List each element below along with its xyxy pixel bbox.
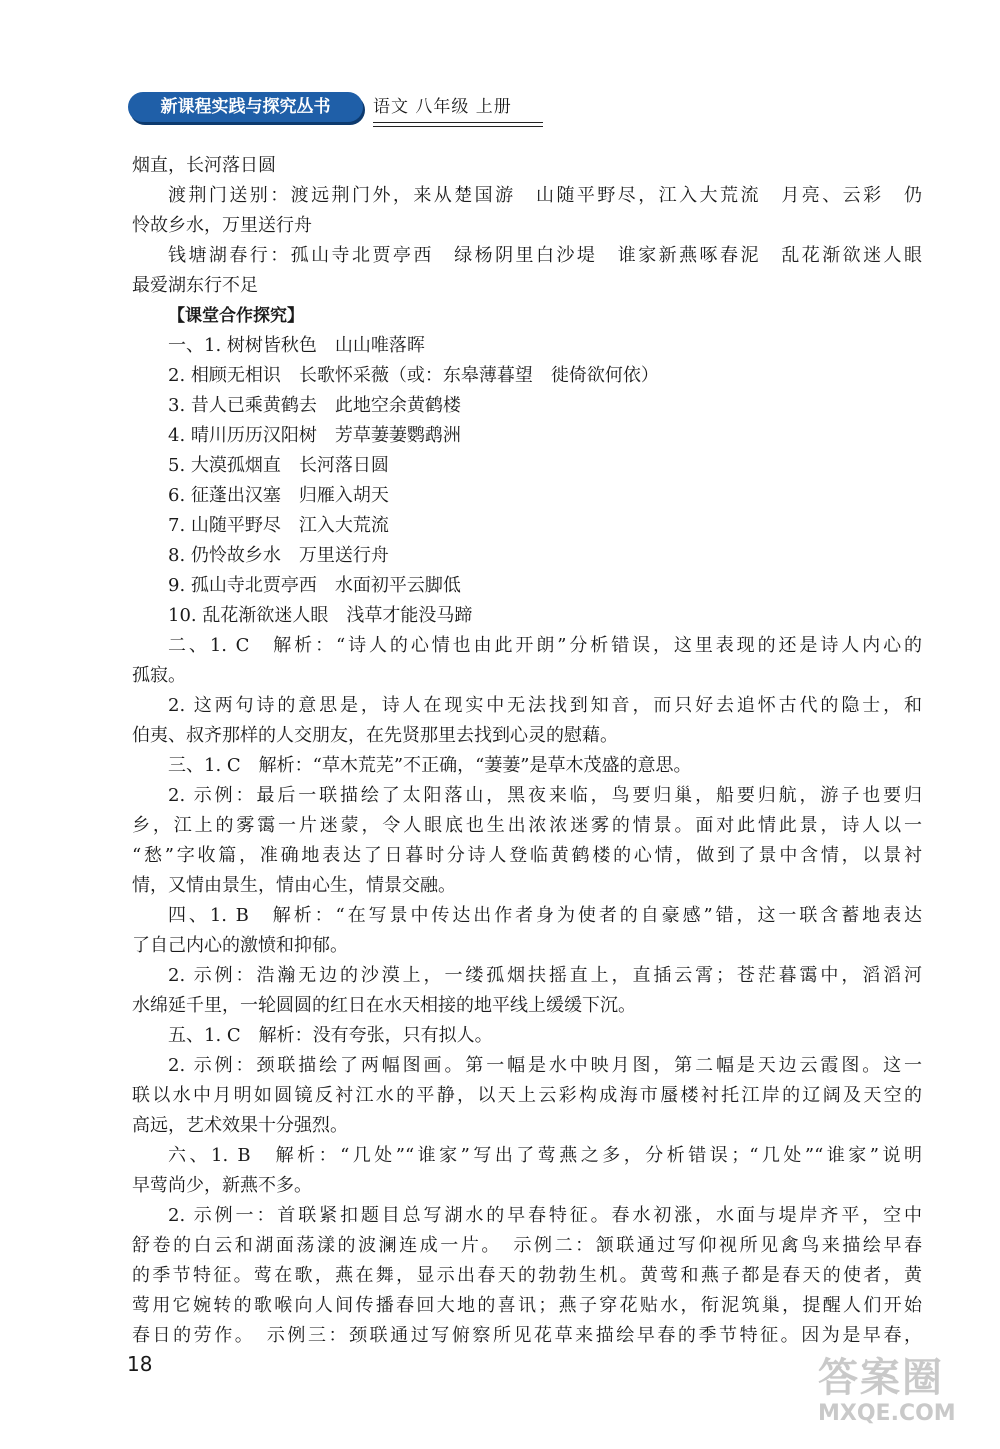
text-line: 六、1. B 解析：“几处”“谁家”写出了莺燕之多，分析错误；“几处”“谁家”说明 — [168, 1145, 922, 1166]
subject-label: 语文 八年级 上册 — [373, 97, 512, 117]
text-line: 烟直，长河落日圆 — [132, 155, 276, 176]
text-line: 四、1. B 解析：“在写景中传达出作者身为使者的自豪感”错，这一联含蓄地表达 — [168, 905, 922, 926]
text-line: 6. 征蓬出汉塞 归雁入胡天 — [168, 485, 389, 506]
page-number: 18 — [127, 1352, 153, 1376]
text-line: 水绵延千里，一轮圆圆的红日在水天相接的地平线上缓缓下沉。 — [132, 995, 636, 1016]
text-line: 莺用它婉转的歌喉向人间传播春回大地的喜讯；燕子穿花贴水，衔泥筑巢，提醒人们开始 — [132, 1295, 922, 1316]
text-line: 舒卷的白云和湖面荡漾的波澜连成一片。 示例二：颔联通过写仰视所见禽鸟来描绘早春 — [132, 1235, 922, 1256]
section-heading: 【课堂合作探究】 — [168, 306, 304, 326]
text-line: 春日的劳作。 示例三：颈联通过写俯察所见花草来描绘早春的季节特征。因为是早春， — [132, 1325, 922, 1346]
text-line: 2. 相顾无相识 长歌怀采薇（或：东皋薄暮望 徙倚欲何依） — [168, 365, 659, 386]
text-line: 最爱湖东行不足 — [132, 275, 258, 296]
watermark-logo-text: 答案圈 — [818, 1355, 944, 1401]
text-line: “愁”字收篇，准确地表达了日暮时分诗人登临黄鹤楼的心情，做到了景中含情，以景衬 — [132, 845, 922, 866]
text-line: 情，又情由景生，情由心生，情景交融。 — [132, 875, 456, 896]
text-line: 伯夷、叔齐那样的人交朋友，在先贤那里去找到心灵的慰藉。 — [132, 725, 618, 746]
text-line: 五、1. C 解析：没有夸张，只有拟人。 — [168, 1025, 493, 1046]
header-rule — [373, 122, 543, 123]
answer-text-body — [132, 151, 922, 1351]
text-line: 渡荆门送别：渡远荆门外，来从楚国游 山随平野尽，江入大荒流 月亮、云彩 仍 — [168, 185, 922, 206]
text-line: 2. 这两句诗的意思是，诗人在现实中无法找到知音，而只好去追怀古代的隐士，和 — [168, 695, 922, 716]
header-rule — [373, 126, 543, 127]
text-line: 4. 晴川历历汉阳树 芳草萋萋鹦鹉洲 — [168, 425, 461, 446]
text-line: 二、1. C 解析：“诗人的心情也由此开朗”分析错误，这里表现的还是诗人内心的 — [168, 635, 922, 656]
text-line: 9. 孤山寺北贾亭西 水面初平云脚低 — [168, 575, 461, 596]
text-line: 8. 仍怜故乡水 万里送行舟 — [168, 545, 389, 566]
text-line: 2. 示例一：首联紧扣题目总写湖水的早春特征。春水初涨，水面与堤岸齐平，空中 — [168, 1205, 922, 1226]
text-line: 7. 山随平野尽 江入大荒流 — [168, 515, 389, 536]
text-line: 三、1. C 解析：“草木荒芜”不正确，“萋萋”是草木茂盛的意思。 — [168, 755, 692, 776]
text-line: 10. 乱花渐欲迷人眼 浅草才能没马蹄 — [168, 605, 473, 626]
text-line: 联以水中月明如圆镜反衬江水的平静，以天上云彩构成海市蜃楼衬托江岸的辽阔及天空的 — [132, 1085, 922, 1106]
text-line: 钱塘湖春行：孤山寺北贾亭西 绿杨阴里白沙堤 谁家新燕啄春泥 乱花渐欲迷人眼 — [168, 245, 922, 266]
text-line: 乡，江上的雾霭一片迷蒙，令人眼底也生出浓浓迷雾的情景。面对此情此景，诗人以一 — [132, 815, 922, 836]
text-line: 5. 大漠孤烟直 长河落日圆 — [168, 455, 389, 476]
text-line: 2. 示例：浩瀚无边的沙漠上，一缕孤烟扶摇直上，直插云霄；苍茫暮霭中，滔滔河 — [168, 965, 922, 986]
text-line: 3. 昔人已乘黄鹤去 此地空余黄鹤楼 — [168, 395, 461, 416]
text-line: 2. 示例：最后一联描绘了太阳落山，黑夜来临，鸟要归巢，船要归航，游子也要归 — [168, 785, 922, 806]
running-header — [128, 92, 548, 132]
series-badge: 新课程实践与探究丛书 — [128, 92, 363, 122]
text-line: 孤寂。 — [132, 665, 186, 686]
text-line: 早莺尚少，新燕不多。 — [132, 1175, 312, 1196]
text-line: 2. 示例：颈联描绘了两幅图画。第一幅是水中映月图，第二幅是天边云霞图。这一 — [168, 1055, 922, 1076]
text-line: 一、1. 树树皆秋色 山山唯落晖 — [168, 335, 425, 356]
text-line: 高远，艺术效果十分强烈。 — [132, 1115, 348, 1136]
text-line: 怜故乡水，万里送行舟 — [132, 215, 312, 236]
watermark-logo — [818, 1355, 958, 1435]
text-line: 的季节特征。莺在歌，燕在舞，显示出春天的勃勃生机。黄莺和燕子都是春天的使者，黄 — [132, 1265, 922, 1286]
text-line: 了自己内心的激愤和抑郁。 — [132, 935, 348, 956]
watermark-url: MXQE.COM — [818, 1401, 956, 1426]
